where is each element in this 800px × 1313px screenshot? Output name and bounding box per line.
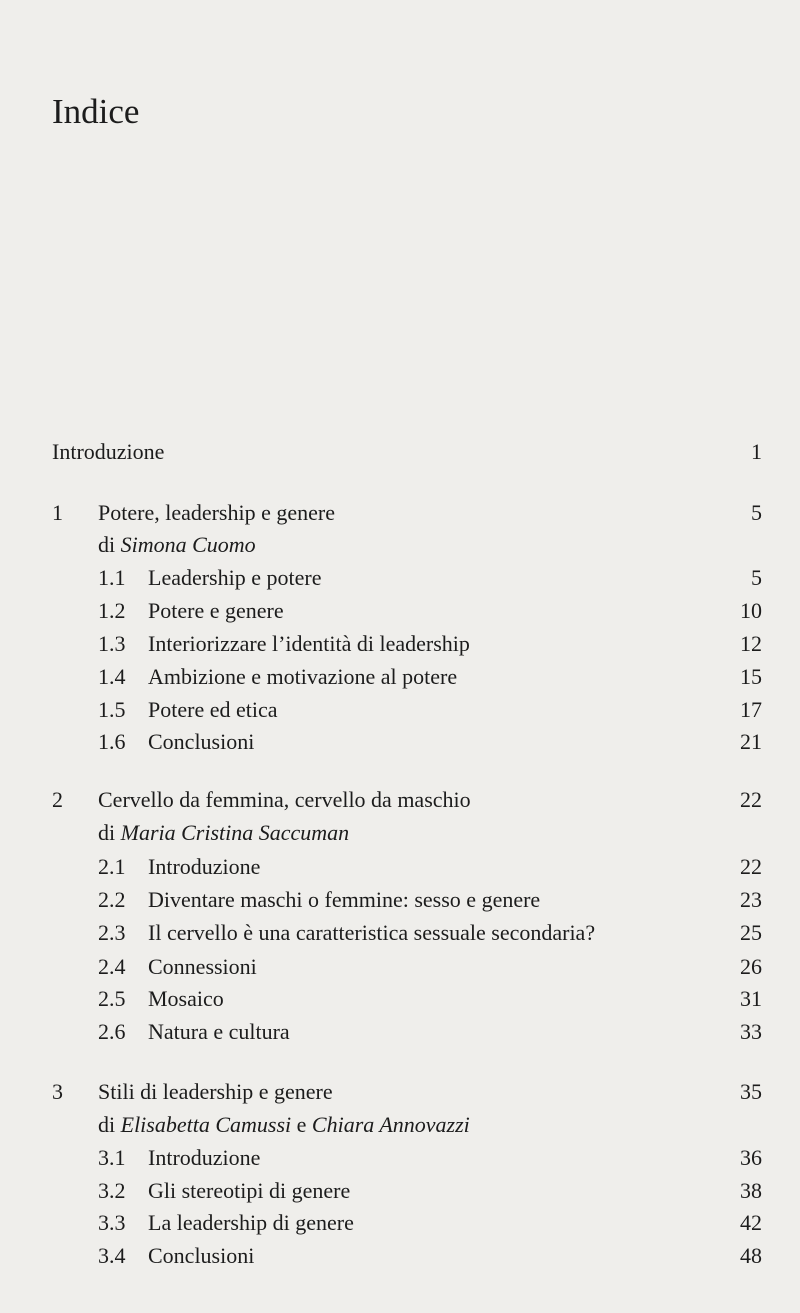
page-title: Indice bbox=[52, 92, 140, 131]
chapter-authors bbox=[0, 1110, 800, 1140]
section-number: 1.5 bbox=[98, 697, 126, 722]
page-number: 35 bbox=[740, 1079, 762, 1104]
chapter-title: Cervello da femmina, cervello da maschio bbox=[98, 787, 471, 812]
section-title: Il cervello è una caratteristica sessuale secondaria? bbox=[148, 920, 596, 945]
section-title: Interiorizzare l’identità di leadership bbox=[148, 631, 470, 656]
section-entry[interactable] bbox=[0, 727, 800, 757]
page-number: 1 bbox=[751, 439, 762, 464]
page-number: 22 bbox=[740, 787, 762, 812]
page-number: 23 bbox=[740, 887, 762, 912]
section-number: 2.1 bbox=[98, 854, 126, 879]
page-number: 21 bbox=[740, 729, 762, 754]
authors-line bbox=[98, 1110, 470, 1140]
section-title: Ambizione e motivazione al potere bbox=[148, 664, 458, 689]
section-title: Mosaico bbox=[148, 986, 224, 1011]
section-entry[interactable] bbox=[0, 1143, 800, 1173]
author-name: Simona Cuomo bbox=[120, 532, 256, 557]
page-number: 5 bbox=[751, 565, 762, 590]
author-name: Chiara Annovazzi bbox=[311, 1112, 470, 1137]
section-number: 3.2 bbox=[98, 1178, 126, 1203]
section-entry[interactable] bbox=[0, 563, 800, 593]
section-title: Conclusioni bbox=[148, 1243, 255, 1268]
page-number: 33 bbox=[740, 1019, 762, 1044]
page-number: 48 bbox=[740, 1243, 762, 1268]
section-title: Natura e cultura bbox=[148, 1019, 290, 1044]
author-prefix: di bbox=[98, 1112, 116, 1137]
page-number: 10 bbox=[740, 598, 762, 623]
page-number: 42 bbox=[740, 1210, 762, 1235]
chapter-heading[interactable] bbox=[0, 498, 800, 528]
section-number: 2.6 bbox=[98, 1019, 126, 1044]
page-number: 12 bbox=[740, 631, 762, 656]
page-number: 38 bbox=[740, 1178, 762, 1203]
section-number: 2.4 bbox=[98, 954, 126, 979]
section-entry[interactable] bbox=[0, 952, 800, 982]
section-entry[interactable] bbox=[0, 885, 800, 915]
author-name: Maria Cristina Saccuman bbox=[120, 820, 350, 845]
toc-entry-introduzione[interactable] bbox=[0, 437, 800, 467]
section-entry[interactable] bbox=[0, 629, 800, 659]
section-entry[interactable] bbox=[0, 984, 800, 1014]
section-number: 3.1 bbox=[98, 1145, 126, 1170]
section-number: 2.2 bbox=[98, 887, 126, 912]
chapter-heading[interactable] bbox=[0, 785, 800, 815]
section-title: Leadership e potere bbox=[148, 565, 322, 590]
author-name: Elisabetta Camussi bbox=[120, 1112, 292, 1137]
section-entry[interactable] bbox=[0, 1241, 800, 1271]
section-number: 1.6 bbox=[98, 729, 126, 754]
section-number: 2.3 bbox=[98, 920, 126, 945]
author-prefix: di bbox=[98, 820, 116, 845]
section-number: 1.4 bbox=[98, 664, 126, 689]
section-entry[interactable] bbox=[0, 596, 800, 626]
chapter-heading[interactable] bbox=[0, 1077, 800, 1107]
chapter-number: 2 bbox=[52, 787, 63, 812]
chapter-number: 3 bbox=[52, 1079, 63, 1104]
section-entry[interactable] bbox=[0, 695, 800, 725]
section-entry[interactable] bbox=[0, 1017, 800, 1047]
section-entry[interactable] bbox=[0, 852, 800, 882]
authors-line bbox=[98, 530, 256, 560]
section-entry[interactable] bbox=[0, 1208, 800, 1238]
chapter-authors bbox=[0, 530, 800, 560]
entry-title: Introduzione bbox=[52, 439, 165, 464]
section-number: 1.3 bbox=[98, 631, 126, 656]
section-number: 2.5 bbox=[98, 986, 126, 1011]
section-title: Potere ed etica bbox=[148, 697, 278, 722]
authors-line bbox=[98, 818, 349, 848]
page-number: 22 bbox=[740, 854, 762, 879]
section-title: Potere e genere bbox=[148, 598, 284, 623]
page-number: 31 bbox=[740, 986, 762, 1011]
author-prefix: di bbox=[98, 532, 116, 557]
section-entry[interactable] bbox=[0, 662, 800, 692]
section-number: 1.1 bbox=[98, 565, 126, 590]
section-title: La leadership di genere bbox=[148, 1210, 354, 1235]
chapter-authors bbox=[0, 818, 800, 848]
page-number: 36 bbox=[740, 1145, 762, 1170]
section-entry[interactable] bbox=[0, 1176, 800, 1206]
chapter-title: Potere, leadership e genere bbox=[98, 500, 335, 525]
section-title: Gli stereotipi di genere bbox=[148, 1178, 351, 1203]
section-number: 1.2 bbox=[98, 598, 126, 623]
chapter-number: 1 bbox=[52, 500, 63, 525]
section-title: Diventare maschi o femmine: sesso e genere bbox=[148, 887, 541, 912]
section-number: 3.3 bbox=[98, 1210, 126, 1235]
section-title: Conclusioni bbox=[148, 729, 255, 754]
author-conjunction: e bbox=[296, 1112, 307, 1137]
section-title: Introduzione bbox=[148, 854, 261, 879]
section-title: Introduzione bbox=[148, 1145, 261, 1170]
page-number: 25 bbox=[740, 920, 762, 945]
chapter-title: Stili di leadership e genere bbox=[98, 1079, 333, 1104]
page-number: 15 bbox=[740, 664, 762, 689]
page-number: 17 bbox=[740, 697, 762, 722]
section-title: Connessioni bbox=[148, 954, 257, 979]
page-number: 5 bbox=[751, 500, 762, 525]
page-number: 26 bbox=[740, 954, 762, 979]
section-number: 3.4 bbox=[98, 1243, 126, 1268]
section-entry[interactable] bbox=[0, 918, 800, 948]
